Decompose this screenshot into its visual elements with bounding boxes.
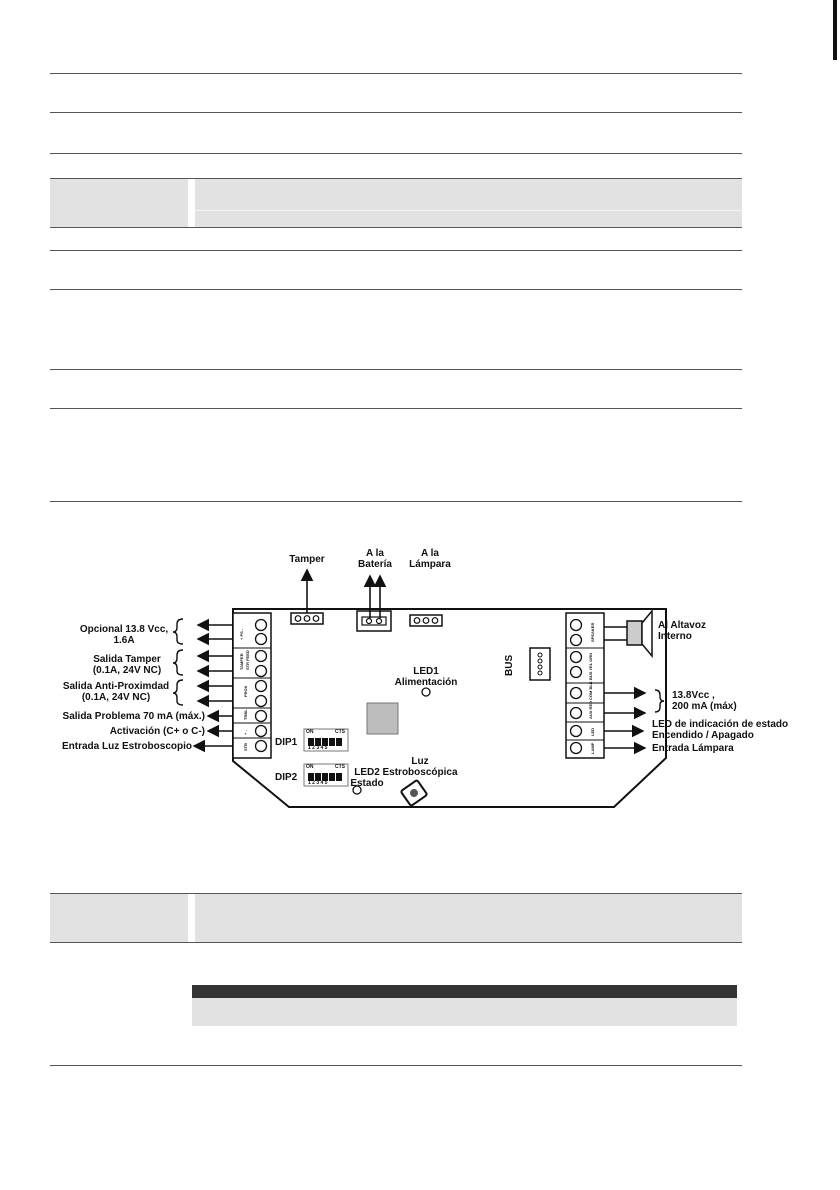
dip1-label: DIP1 [275, 737, 298, 748]
dip1-cts-mark: CTS [335, 729, 345, 735]
term-pm: + - [243, 730, 248, 735]
dip2-cts-mark: CTS [335, 764, 345, 770]
left-label-trouble: Salida Problema 70 mA (máx.) [62, 711, 205, 722]
left-label-activation: Activación (C+ o C-) [109, 726, 205, 737]
bus-label: BUS [504, 654, 515, 676]
left-label-strobe: Entrada Luz Estroboscopio [61, 741, 192, 752]
right-label-lamp: Entrada Lámpara [652, 743, 734, 754]
term-trbl: TRBL [243, 709, 248, 720]
dip2-label: DIP2 [275, 772, 298, 783]
table-rule [50, 1065, 742, 1066]
battery-label: A la Batería [358, 548, 392, 570]
term-prox: PROX [243, 685, 248, 697]
led2-label: LED2 Estado [350, 767, 384, 789]
note-body [192, 998, 737, 1026]
term-tamper: TAMPER [239, 653, 244, 670]
dip2-on-mark: ON [306, 764, 314, 770]
note-bar [192, 985, 737, 998]
speaker-body [627, 621, 642, 645]
right-terminal-block [566, 613, 604, 758]
term-stb: STB [243, 743, 248, 751]
term-lamp: LAMP [590, 742, 595, 754]
right-label-led-status: LED de indicación de estado Encendido / Apagado [652, 719, 789, 741]
right-label-vcc: 13.8Vcc , 200 mA (máx) [672, 690, 737, 712]
dip1-on-mark: ON [306, 729, 314, 735]
term-aux: AUX RED [588, 700, 593, 719]
table-header-cell [50, 894, 188, 942]
lamp-label: A la Lámpara [409, 548, 451, 570]
strobe-board-label: Luz Estroboscópica [382, 756, 458, 778]
term-bus: BUS YEL GRN [588, 652, 593, 680]
left-label-tamper: Salida Tamper (0.1A, 24V NC) [92, 654, 162, 676]
table-rule [50, 942, 742, 943]
left-label-optional: Opcional 13.8 Vcc, 1.6A [79, 624, 169, 646]
table-header-cell [195, 894, 742, 942]
chip [367, 703, 398, 734]
term-strfeed: STR FEED [245, 650, 250, 670]
right-label-speaker: Al Altavoz Interno [658, 620, 706, 642]
dip2-numbers: 1 2 3 4 5 [308, 780, 328, 786]
dip1-numbers: 1 2 3 4 5 [308, 745, 328, 751]
led1-indicator [422, 688, 430, 696]
term-speaker: SPEAKER [590, 622, 595, 642]
tamper-label: Tamper [289, 554, 325, 565]
left-label-prox: Salida Anti-Proximdad (0.1A, 24V NC) [62, 681, 170, 703]
term-led: LED [590, 728, 595, 736]
led1-label: LED1 Alimentación [394, 666, 458, 688]
left-screws [256, 620, 267, 752]
term-ps: + PS - [239, 628, 244, 640]
term-com: COM BLK [588, 681, 593, 700]
